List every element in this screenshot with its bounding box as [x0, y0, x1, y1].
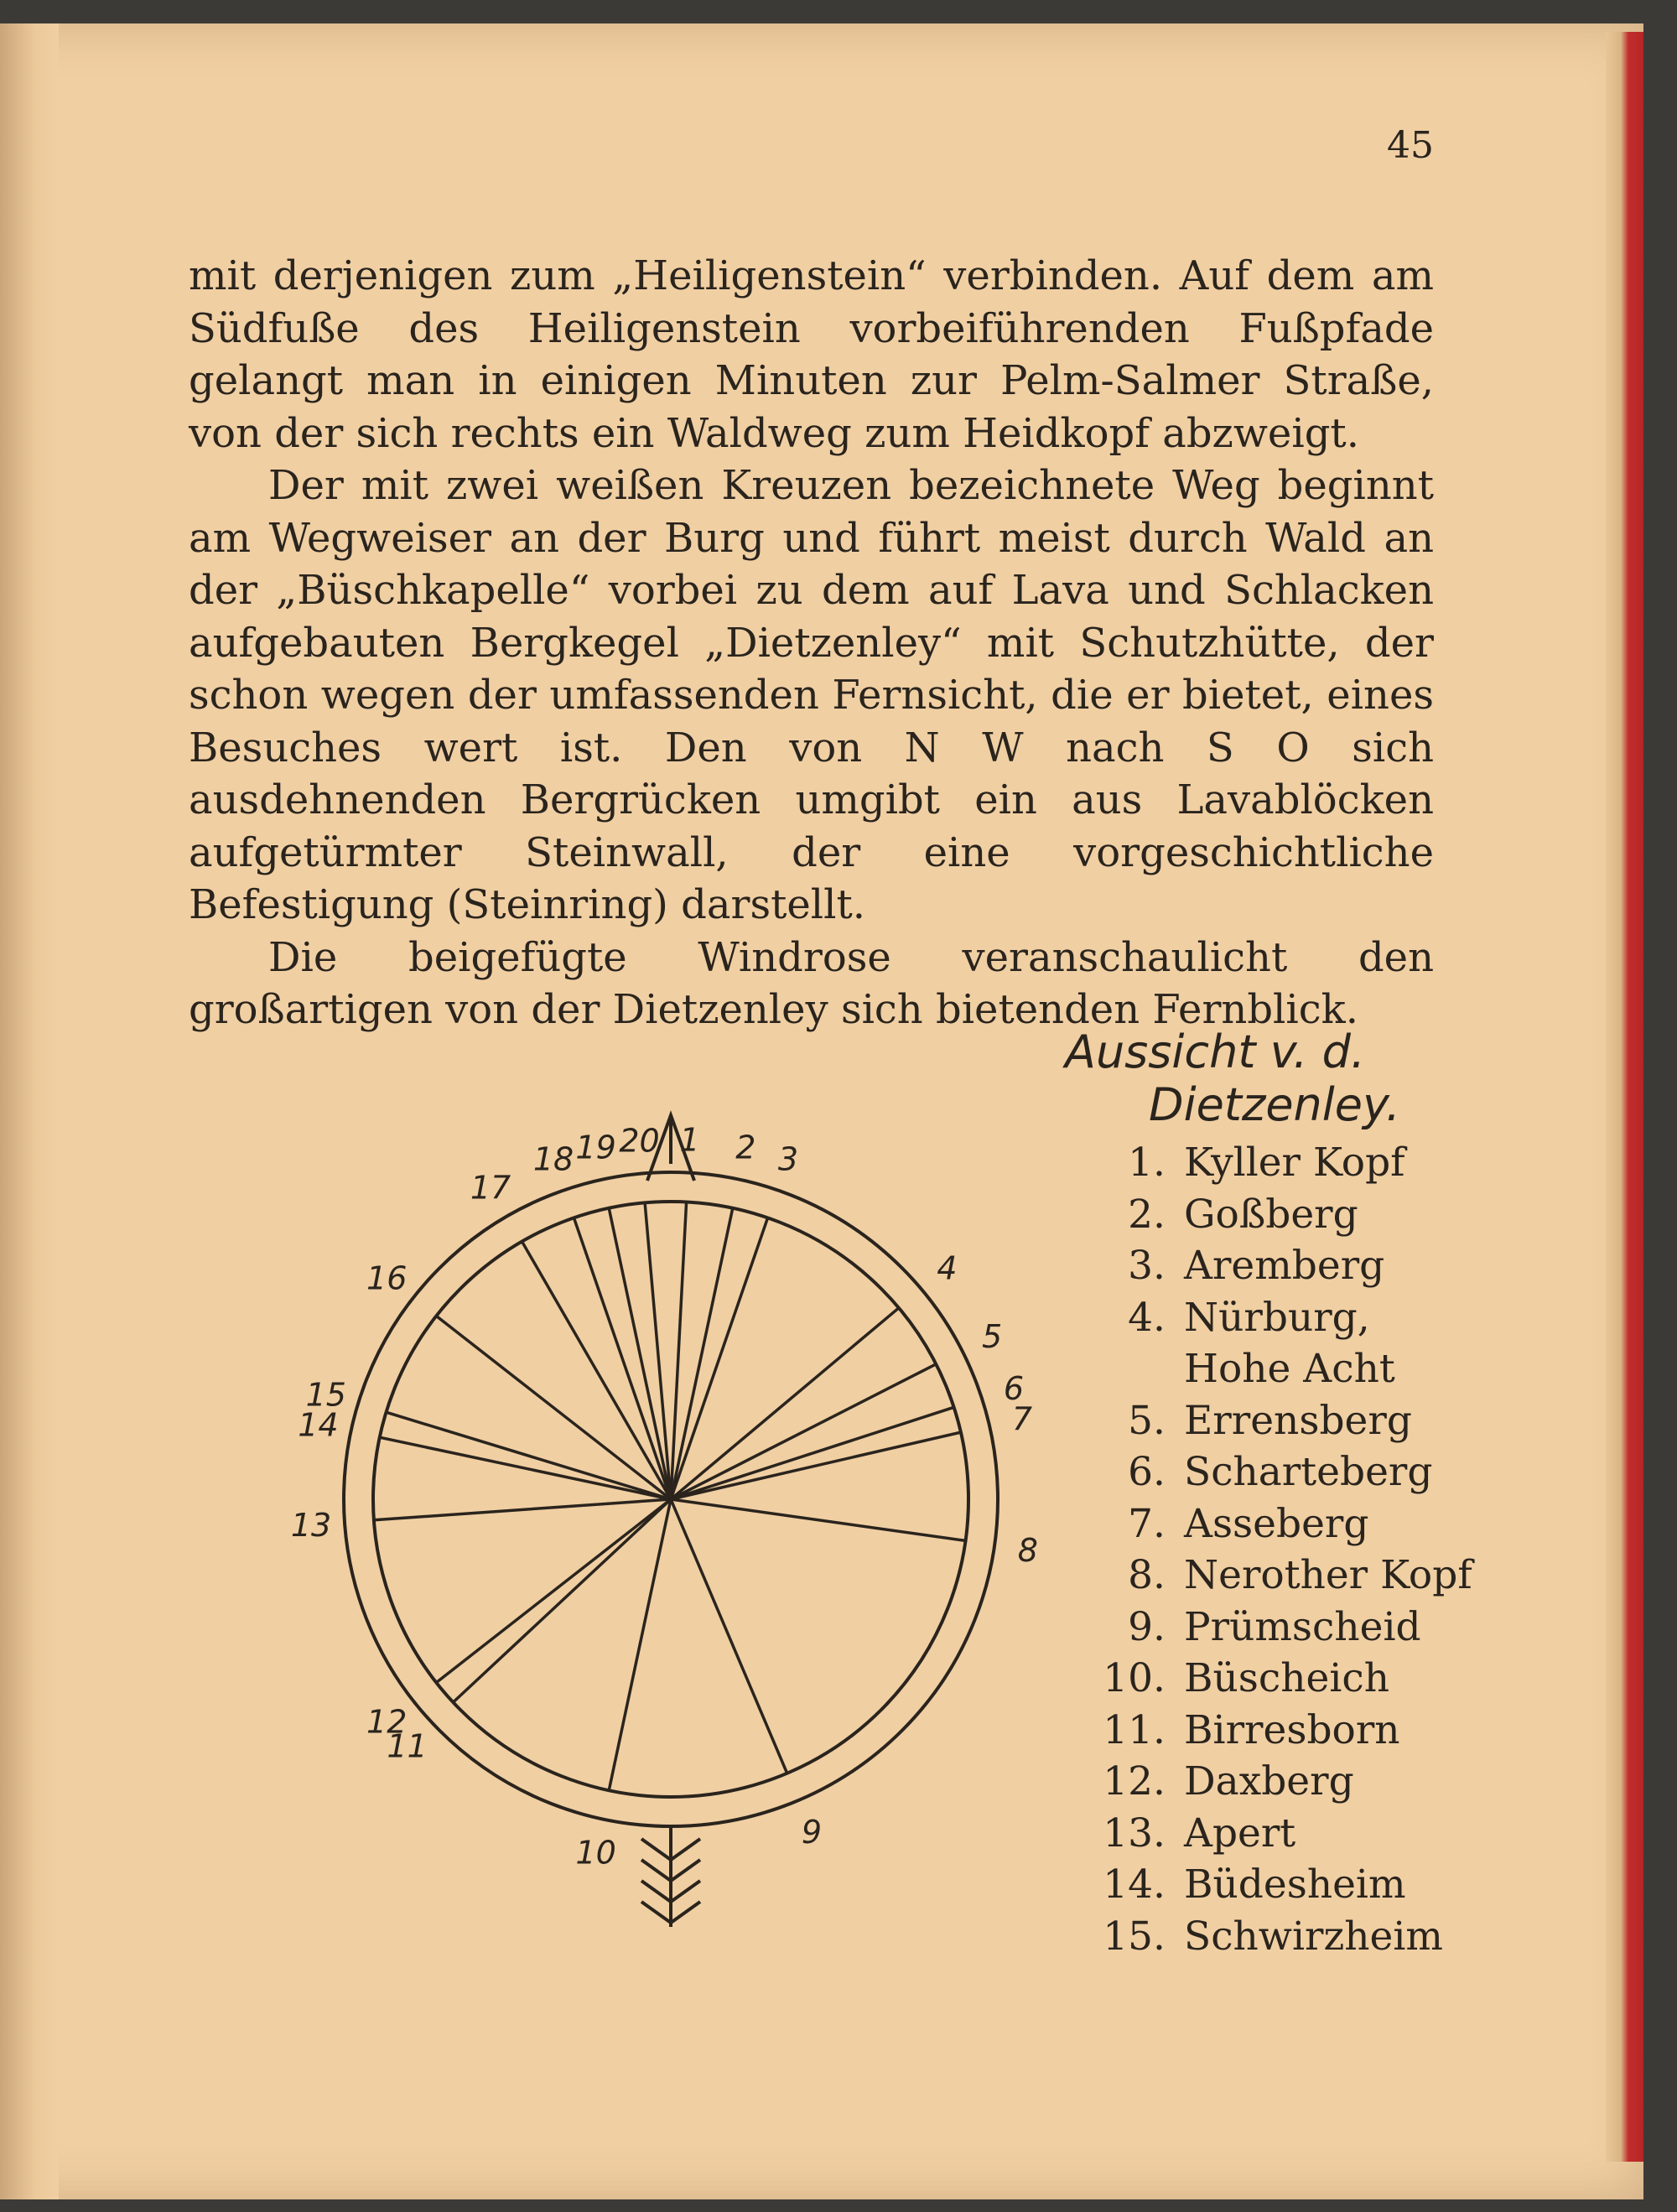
ray-label-5: 5: [982, 1317, 1003, 1355]
legend-item: 9. Prümscheid: [1128, 1603, 1421, 1650]
ray-label-12: 12: [366, 1703, 408, 1741]
legend-item: 14. Büdesheim: [1103, 1862, 1406, 1908]
legend-item: 8. Nerother Kopf: [1128, 1552, 1472, 1598]
legend-item: 12. Daxberg: [1103, 1758, 1354, 1804]
ray-label-14: 14: [298, 1406, 339, 1444]
legend-item: 10. Büscheich: [1103, 1655, 1389, 1701]
book-gutter: [0, 23, 59, 2199]
paragraph: Der mit zwei weißen Kreuzen bezeichnete Weg beginnt am Wegweiser an der Burg und führt meist durch Wald an der „Büschkapelle“ vorbei zu dem auf Lava und Schlacken aufgebauten Bergkegel „Dietzenley“ mit Schutzhütte, der schon wegen der umfassenden Fernsicht, die er bietet, eines Besuches wert ist. Den von N W nach S O sich ausdehnenden Bergrücken umgibt ein aus Lavablöcken aufgetürmter Steinwall, der eine vorgeschichtliche Befestigung (Steinring) darstellt.: [189, 462, 1434, 928]
ray-8: [671, 1499, 966, 1540]
legend-item: 4. Nürburg,: [1128, 1294, 1370, 1341]
page-edge: [1606, 32, 1643, 2162]
ray-label-3: 3: [777, 1140, 799, 1178]
legend-item: 6. Scharteberg: [1128, 1449, 1433, 1495]
ray-label-18: 18: [532, 1140, 574, 1178]
ray-label-6: 6: [1003, 1370, 1025, 1408]
ray-label-7: 7: [1011, 1400, 1033, 1438]
ray-12: [436, 1499, 671, 1683]
ray-6: [671, 1407, 954, 1499]
legend-item: 3. Aremberg: [1128, 1243, 1385, 1289]
ray-label-11: 11: [387, 1727, 428, 1765]
ray-label-4: 4: [937, 1249, 958, 1287]
ray-label-10: 10: [575, 1834, 616, 1872]
ray-label-1: 1: [679, 1121, 700, 1159]
legend-item: 13. Apert: [1103, 1810, 1296, 1856]
legend-item: 11. Birresborn: [1103, 1706, 1400, 1753]
ray-14: [380, 1437, 671, 1499]
ray-label-16: 16: [366, 1259, 408, 1297]
legend-item: 2. Goßberg: [1128, 1191, 1358, 1238]
ray-9: [671, 1499, 787, 1773]
legend-list: [1082, 1137, 1484, 1962]
ray-20: [645, 1202, 671, 1499]
ray-13: [374, 1499, 671, 1520]
ray-label-8: 8: [1017, 1531, 1038, 1569]
ray-19: [609, 1208, 671, 1499]
ray-label-2: 2: [735, 1129, 756, 1166]
ray-11: [453, 1499, 671, 1702]
ray-label-15: 15: [305, 1376, 346, 1414]
legend-item: 5. Errensberg: [1128, 1397, 1412, 1444]
ray-label-19: 19: [575, 1129, 616, 1166]
body-text: [189, 250, 1434, 1036]
ray-label-20: 20: [619, 1122, 660, 1160]
ray-16: [436, 1316, 671, 1499]
ray-label-13: 13: [290, 1507, 332, 1544]
legend-item-continuation: Hohe Acht: [1184, 1346, 1395, 1392]
ray-7: [671, 1432, 961, 1499]
wind-rose-diagram: [285, 1088, 1073, 1935]
legend-item: 15. Schwirzheim: [1103, 1913, 1443, 1960]
page-number: 45: [1387, 124, 1434, 167]
ray-label-17: 17: [470, 1169, 511, 1207]
legend-subtitle: Dietzenley.: [1149, 1078, 1400, 1131]
legend-item: 1. Kyller Kopf: [1128, 1140, 1405, 1186]
paragraph: mit derjenigen zum „Heiligenstein“ verbinden. Auf dem am Südfuße des Heiligenstein vorbeiführenden Fußpfade gelangt man in einigen Minuten zur Pelm-Salmer Straße, von der sich rechts ein Waldweg zum Heidkopf abzweigt.: [189, 252, 1434, 457]
ray-label-9: 9: [801, 1813, 823, 1851]
book-page: [0, 23, 1643, 2199]
legend-title: Aussicht v. d.: [1065, 1026, 1366, 1078]
ray-10: [609, 1499, 671, 1790]
south-fletching-icon: [641, 1826, 700, 1927]
paragraph: Die beigefügte Windrose veranschaulicht den großartigen von der Dietzenley sich bietenden Fernblick.: [189, 933, 1434, 1033]
ray-1: [671, 1202, 687, 1500]
legend-item: 7. Asseberg: [1128, 1500, 1369, 1547]
